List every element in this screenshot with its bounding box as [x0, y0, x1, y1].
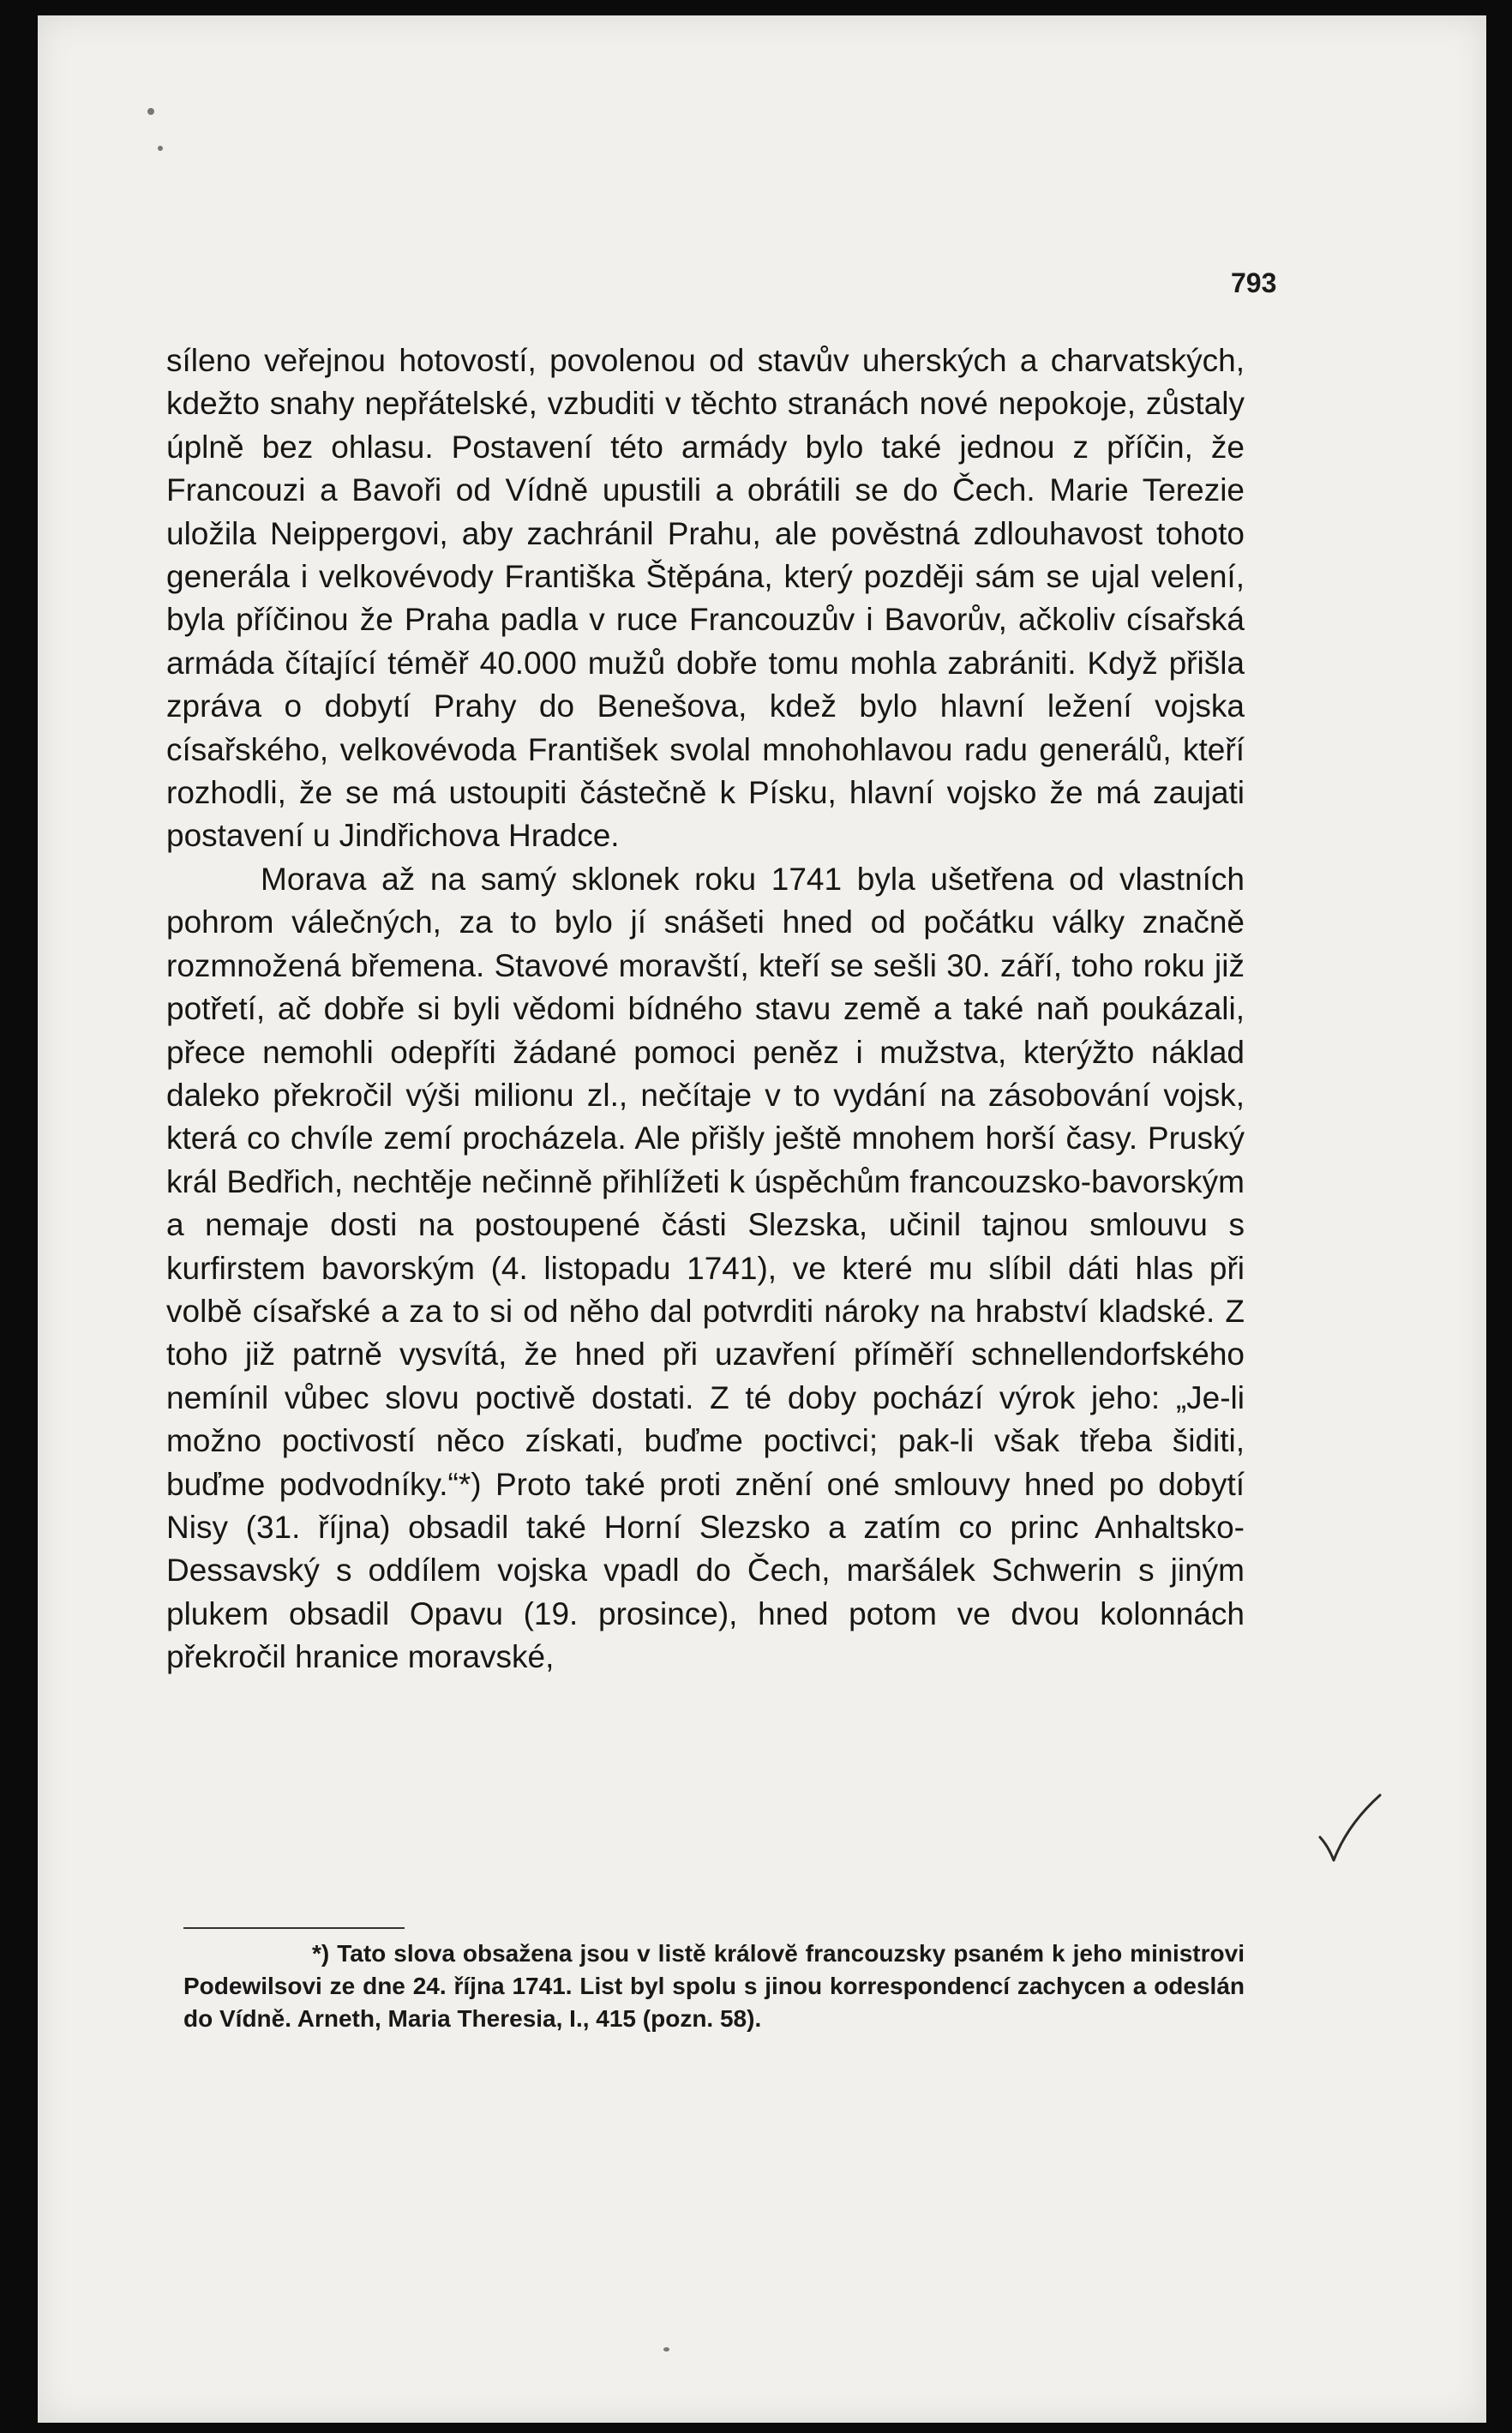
scan-speck	[158, 146, 163, 151]
body-text	[166, 339, 1245, 1679]
scan-speck	[147, 108, 154, 115]
checkmark-icon	[1315, 1790, 1383, 1867]
footnote	[183, 1937, 1245, 2035]
footnote-marker: *)	[312, 1940, 330, 1967]
page-number: 793	[1231, 267, 1277, 298]
footnote-text: Tato slova obsažena jsou v listě královĕ francouzsky psaném k jeho ministrovi Podewilsovi ze dne 24. října 1741. List byl spolu s jinou korrespondencí zachycen a odeslán do Vídně. Arneth, Maria Theresia, I., 415 (pozn. 58).	[183, 1940, 1245, 2032]
footnote-divider	[183, 1927, 405, 1929]
paragraph-1: síleno veřejnou hotovostí, povolenou od stavův uherských a charvatských, kdežto snahy nepřátelské, vzbuditi v těchto stranách nové nepokoje, zůstaly úplně bez ohlasu. Postavení této armády bylo také jednou z příčin, že Francouzi a Bavoři od Vídně upustili a obrátili se do Čech. Marie Terezie uložila Neippergovi, aby zachránil Prahu, ale pověstná zdlouhavost tohoto generála i velkovévody Františka Štěpána, který později sám se ujal velení, byla příčinou že Praha padla v ruce Francouzův i Bavorův, ačkoliv císařská armáda čítající téměř 40.000 mužů dobře tomu mohla zabrániti. Když přišla zpráva o dobytí Prahy do Benešova, kdež bylo hlavní ležení vojska císařského, velkovévoda František svolal mnohohlavou radu generálů, kteří rozhodli, že se má ustoupiti částečně k Písku, hlavní vojsko že má zaujati postavení u Jindřichova Hradce.	[166, 343, 1245, 854]
scan-speck	[663, 2347, 669, 2352]
paragraph-2: Morava až na samý sklonek roku 1741 byla ušetřena od vlastních pohrom válečných, za to bylo jí snášeti hned od počátku války značně rozmnožená břemena. Stavové moravští, kteří se sešli 30. září, toho roku již potřetí, ač dobře si byli vědomi bídného stavu země a také naň poukázali, přece nemohli odepříti žádané pomoci peněz i mužstva, kterýžto náklad daleko překročil výši milionu zl., nečítaje v to vydání na zásobování vojsk, která co chvíle zemí procházela. Ale přišly ještě mnohem horší časy. Pruský král Bedřich, nechtěje nečinně přihlížeti k úspěchům francouzsko-bavorským a nemaje dosti na postoupené části Slezska, učinil tajnou smlouvu s kurfirstem bavorským (4. listopadu 1741), ve které mu slíbil dáti hlas při volbě císařské a za to si od něho dal potvrditi nároky na hrabství kladské. Z toho již patrně vysvítá, že hned při uzavření příměří schnellendorfského nemínil vůbec slovu poctivě dostati. Z té doby pochází výrok jeho: „Je-li možno poctivostí něco získati, buďme poctivci; pak-li však třeba šiditi, buďme podvodníky.“*) Proto také proti znění oné smlouvy hned po dobytí Nisy (31. října) obsadil také Horní Slezsko a zatím co princ Anhaltsko-Dessavský s oddílem vojska vpadl do Čech, maršálek Schwerin s jiným plukem obsadil Opavu (19. prosince), hned potom ve dvou kolonnách překročil hranice moravské,	[166, 861, 1245, 1675]
book-page	[38, 15, 1486, 2423]
